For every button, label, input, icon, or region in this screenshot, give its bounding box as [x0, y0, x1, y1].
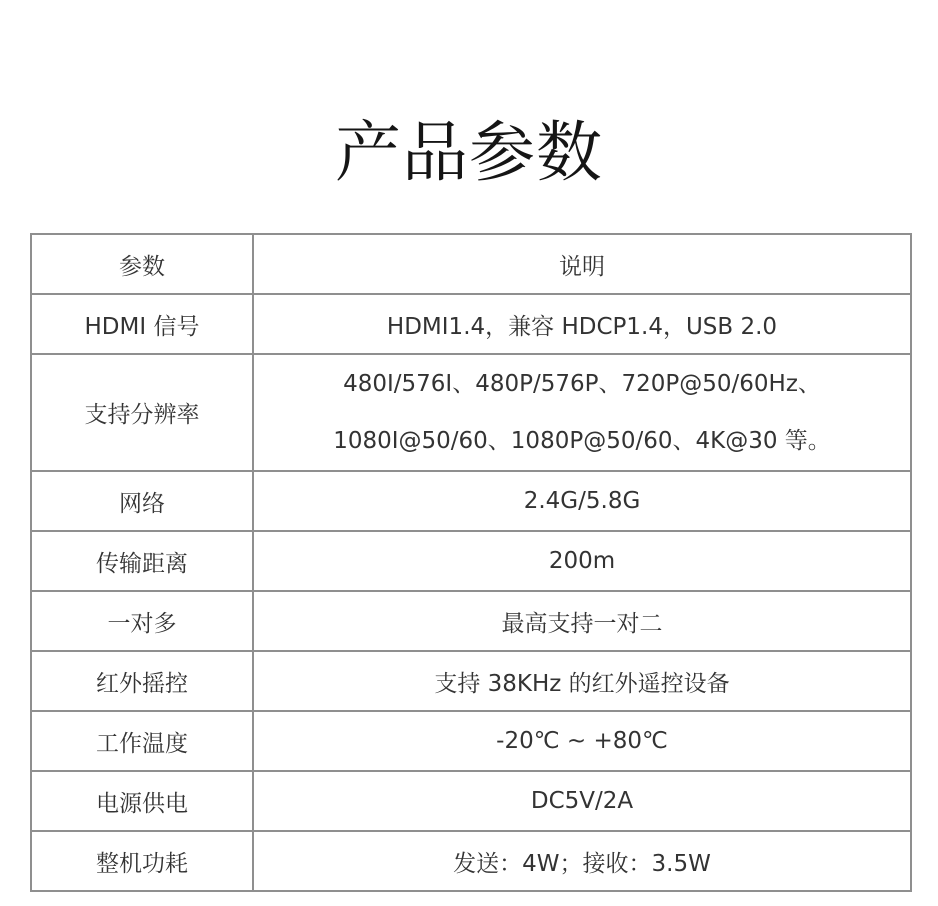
header-desc: 说明: [253, 234, 911, 294]
param-cell: 一对多: [31, 591, 253, 651]
param-cell: 传输距离: [31, 531, 253, 591]
table-row: [31, 711, 911, 771]
table-row: [31, 591, 911, 651]
desc-cell: 200m: [253, 531, 911, 591]
desc-cell: DC5V/2A: [253, 771, 911, 831]
param-cell: 网络: [31, 471, 253, 531]
desc-cell: -20℃ ~ +80℃: [253, 711, 911, 771]
param-cell: 整机功耗: [31, 831, 253, 891]
param-cell: 工作温度: [31, 711, 253, 771]
table-row: [31, 771, 911, 831]
table-row: [31, 831, 911, 891]
desc-cell: HDMI1.4，兼容 HDCP1.4，USB 2.0: [253, 294, 911, 354]
desc-cell: [253, 354, 911, 471]
desc-cell: 2.4G/5.8G: [253, 471, 911, 531]
table-row: [31, 471, 911, 531]
param-cell: 电源供电: [31, 771, 253, 831]
desc-cell: 发送：4W；接收：3.5W: [253, 831, 911, 891]
desc-cell: 支持 38KHz 的红外遥控设备: [253, 651, 911, 711]
param-cell: 支持分辨率: [31, 354, 253, 471]
desc-line: 1080I@50/60、1080P@50/60、4K@30 等。: [333, 427, 831, 454]
spec-table: [30, 233, 912, 892]
header-param: 参数: [31, 234, 253, 294]
param-cell: HDMI 信号: [31, 294, 253, 354]
table-row: [31, 354, 911, 471]
page-title: 产品参数: [335, 114, 603, 191]
desc-cell: 最高支持一对二: [253, 591, 911, 651]
table-row: [31, 294, 911, 354]
table-row: [31, 651, 911, 711]
table-row: [31, 531, 911, 591]
desc-line: 480I/576I、480P/576P、720P@50/60Hz、: [343, 370, 821, 397]
param-cell: 红外摇控: [31, 651, 253, 711]
table-header-row: [31, 234, 911, 294]
